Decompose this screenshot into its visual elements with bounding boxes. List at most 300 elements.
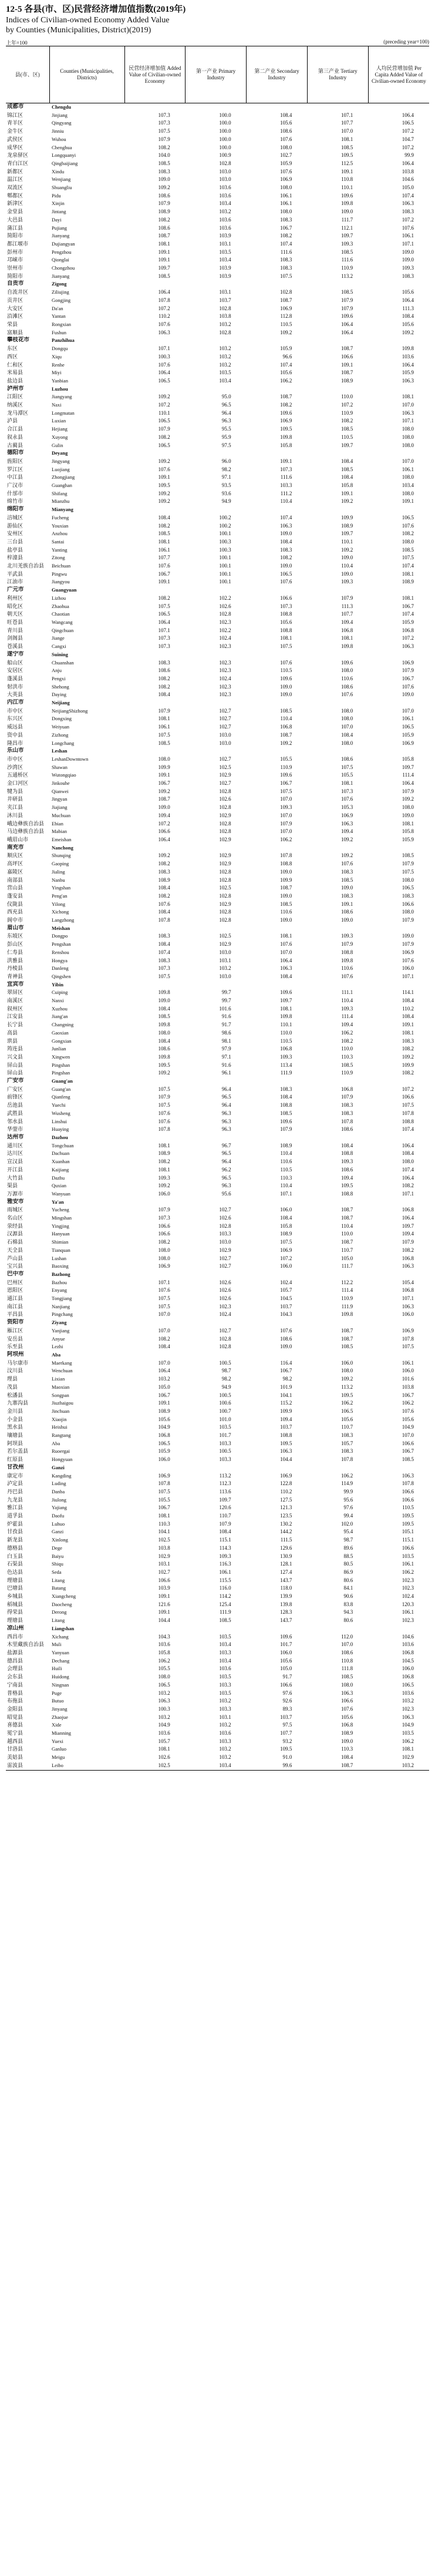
secondary-cell: 105.6 — [280, 120, 292, 126]
per-capita-cell: 103.4 — [402, 482, 414, 489]
per-capita-cell: 105.6 — [402, 321, 414, 327]
per-capita-cell — [368, 699, 429, 707]
tertiary-cell: 106.6 — [340, 1698, 353, 1704]
secondary-cell: 93.2 — [282, 1738, 292, 1744]
region-name-en: Longmatan — [52, 409, 75, 416]
tertiary-cell: 106.0 — [340, 1359, 353, 1366]
per-capita-cell: 109.5 — [402, 1520, 414, 1527]
region-name-cn: 隆昌市 — [7, 740, 23, 746]
added-value-cell: 106.6 — [158, 1577, 170, 1583]
primary-cell — [186, 586, 247, 595]
primary-cell: 101.0 — [219, 1416, 231, 1422]
primary-cell: 102.8 — [219, 1222, 231, 1229]
region-name-en: Chengdu — [52, 104, 72, 110]
secondary-cell: 122.8 — [280, 1480, 292, 1487]
tertiary-cell — [307, 1625, 368, 1633]
added-value-cell: 108.2 — [158, 892, 170, 899]
region-name-en: Bazhou — [52, 1279, 67, 1285]
region-name-en: Chuanshan — [52, 659, 74, 666]
region-name-en: Yanjiang — [52, 1327, 70, 1334]
primary-cell: 102.8 — [219, 1335, 231, 1342]
secondary-cell — [247, 337, 308, 345]
added-value-cell: 109.2 — [158, 1183, 170, 1189]
table-row — [6, 949, 429, 957]
primary-cell — [186, 385, 247, 394]
region-name-en: Xichong — [52, 909, 69, 915]
city-row — [6, 1077, 429, 1086]
table-row — [6, 723, 429, 731]
region-name-en: Dayi — [52, 216, 62, 223]
region-name-cn: 松潘县 — [7, 1392, 23, 1398]
region-name-en: Panzhihua — [52, 337, 75, 344]
table-row — [6, 804, 429, 812]
per-capita-cell: 103.8 — [402, 1383, 414, 1390]
table-row — [6, 1086, 429, 1094]
table-row — [6, 1584, 429, 1593]
added-value-cell: 107.9 — [158, 136, 170, 142]
tertiary-cell: 109.2 — [340, 546, 353, 553]
secondary-cell: 108.5 — [280, 901, 292, 907]
added-value-cell: 106.4 — [158, 1368, 170, 1374]
region-name-en: Huili — [52, 1665, 62, 1672]
per-capita-cell: 103.5 — [402, 1553, 414, 1559]
added-value-cell: 107.6 — [158, 1118, 170, 1124]
per-capita-cell: 105.0 — [402, 184, 414, 191]
secondary-cell: 109.2 — [280, 740, 292, 746]
secondary-cell: 108.1 — [280, 933, 292, 939]
primary-cell: 96.7 — [221, 1142, 231, 1148]
added-value-cell: 107.5 — [158, 1303, 170, 1309]
table-row — [6, 780, 429, 788]
per-capita-cell: 109.0 — [402, 812, 414, 818]
added-value-cell: 108.5 — [158, 740, 170, 746]
table-row — [6, 1222, 429, 1231]
table-row — [6, 1601, 429, 1609]
region-name-cn: 利州区 — [7, 595, 23, 601]
table-row — [6, 1230, 429, 1238]
secondary-cell — [247, 1464, 308, 1472]
secondary-cell: 110.6 — [280, 909, 292, 915]
tertiary-cell: 111.9 — [341, 1303, 353, 1309]
per-capita-cell: 106.5 — [402, 724, 414, 730]
added-value-cell: 106.4 — [158, 619, 170, 625]
table-row — [6, 634, 429, 643]
region-name-en: Pingshan — [52, 1070, 70, 1076]
table-row — [6, 1045, 429, 1053]
region-name-cn: 凉山州 — [7, 1625, 24, 1631]
secondary-cell: 109.3 — [280, 804, 292, 811]
tertiary-cell: 107.3 — [340, 788, 353, 794]
region-name-cn: 五通桥区 — [7, 772, 29, 778]
table-row — [6, 1062, 429, 1070]
table-title-en-line1: Indices of Civilian-owned Economy Added Value — [6, 16, 170, 25]
added-value-cell: 108.0 — [158, 1674, 170, 1680]
per-capita-cell: 107.9 — [402, 788, 414, 794]
per-capita-cell: 108.2 — [402, 1046, 414, 1052]
primary-cell: 107.9 — [219, 1520, 231, 1527]
per-capita-cell: 109.1 — [402, 498, 414, 505]
region-name-en: Guangyuan — [52, 587, 77, 593]
region-name-cn: 九寨沟县 — [7, 1400, 29, 1406]
title-block — [6, 0, 429, 35]
region-name-en: Jinkouhe — [52, 780, 70, 787]
tertiary-cell: 105.6 — [340, 1416, 353, 1422]
region-name-cn: 绵竹市 — [7, 498, 23, 505]
per-capita-cell: 108.0 — [402, 426, 414, 432]
primary-cell: 100.5 — [219, 1359, 231, 1366]
region-name-cn: 游仙区 — [7, 522, 23, 529]
primary-cell: 102.8 — [219, 305, 231, 311]
region-name-en: Hongya — [52, 957, 68, 963]
primary-cell: 116.0 — [219, 1585, 231, 1591]
added-value-cell: 109.8 — [158, 989, 170, 996]
tertiary-cell: 97.6 — [343, 1504, 353, 1511]
table-row — [6, 1029, 429, 1037]
primary-cell: 102.5 — [219, 933, 231, 939]
secondary-cell: 106.0 — [280, 1263, 292, 1269]
region-name-cn: 攀枝花市 — [7, 337, 30, 344]
per-capita-cell: 108.1 — [402, 394, 414, 400]
tertiary-cell — [307, 651, 368, 659]
region-name-cn: 市中区 — [7, 755, 23, 762]
primary-cell — [186, 103, 247, 112]
primary-cell: 103.2 — [219, 965, 231, 972]
region-name-cn: 巴塘县 — [7, 1585, 23, 1591]
table-row — [6, 1142, 429, 1150]
region-name-en: Dongqu — [52, 345, 68, 352]
region-name-cn: 若尔盖县 — [7, 1448, 29, 1455]
per-capita-cell: 109.4 — [402, 1231, 414, 1237]
region-name-en: Fushun — [52, 329, 67, 335]
region-name-en: Zhongjiang — [52, 474, 75, 481]
primary-cell — [186, 1625, 247, 1633]
table-row — [6, 256, 429, 264]
tertiary-cell: 107.6 — [340, 1705, 353, 1712]
tertiary-cell: 108.0 — [340, 740, 353, 746]
city-row — [6, 586, 429, 595]
secondary-cell: 106.9 — [280, 176, 292, 183]
added-value-cell: 107.5 — [158, 731, 170, 738]
secondary-cell: 108.0 — [280, 209, 292, 215]
added-value-cell: 108.2 — [158, 1158, 170, 1165]
secondary-cell: 108.3 — [280, 216, 292, 223]
region-name-en: Mabian — [52, 828, 67, 835]
added-value-cell: 103.2 — [158, 1376, 170, 1382]
primary-cell: 97.1 — [221, 474, 231, 481]
added-value-cell: 106.4 — [158, 289, 170, 295]
per-capita-cell — [368, 1077, 429, 1086]
tertiary-cell — [307, 981, 368, 989]
tertiary-cell: 107.2 — [340, 402, 353, 408]
tertiary-cell: 106.2 — [340, 1029, 353, 1036]
per-capita-cell: 108.1 — [402, 1746, 414, 1752]
added-value-cell: 108.9 — [158, 876, 170, 883]
primary-cell: 103.3 — [219, 1705, 231, 1712]
per-capita-cell: 106.4 — [402, 160, 414, 166]
tertiary-cell: 110.5 — [341, 434, 353, 440]
tertiary-cell: 108.9 — [340, 1730, 353, 1737]
region-name-cn: 屏山县 — [7, 1070, 23, 1076]
per-capita-cell — [368, 1198, 429, 1207]
added-value-cell: 107.6 — [158, 901, 170, 907]
table-row — [6, 1456, 429, 1464]
region-name-cn: 嘉陵区 — [7, 868, 23, 875]
region-name-en: Nanchong — [52, 844, 73, 851]
table-row — [6, 570, 429, 579]
region-name-en: Mianning — [52, 1730, 72, 1737]
primary-cell: 102.8 — [219, 909, 231, 915]
per-capita-cell: 106.4 — [402, 112, 414, 118]
region-name-cn: 昭化区 — [7, 603, 23, 609]
per-capita-cell: 106.0 — [402, 1368, 414, 1374]
region-name-en: Chenghua — [52, 144, 72, 150]
region-name-en: Jingyang — [52, 458, 70, 464]
table-row — [6, 1496, 429, 1504]
tertiary-cell: 107.8 — [340, 1456, 353, 1463]
added-value-cell — [124, 1351, 186, 1359]
region-name-en: Tongjiang — [52, 1295, 72, 1302]
primary-cell: 102.8 — [219, 788, 231, 794]
region-name-cn: 彭州市 — [7, 248, 23, 255]
added-value-cell: 106.6 — [158, 1231, 170, 1237]
added-value-cell: 107.1 — [158, 627, 170, 633]
per-capita-cell: 106.4 — [402, 1174, 414, 1181]
tertiary-cell: 108.6 — [340, 1126, 353, 1133]
region-name-cn: 剑阁县 — [7, 635, 23, 642]
region-name-en: Xuzhou — [52, 1005, 68, 1012]
secondary-cell: 110.5 — [280, 321, 292, 327]
table-row — [6, 1641, 429, 1649]
region-name-cn: 石渠县 — [7, 1561, 23, 1567]
region-name-cn: 东兴区 — [7, 716, 23, 722]
per-capita-cell: 102.3 — [402, 1585, 414, 1591]
secondary-cell: 108.1 — [280, 635, 292, 642]
region-name-en: Zigong — [52, 281, 67, 287]
secondary-cell: 109.5 — [280, 1440, 292, 1446]
primary-cell: 102.7 — [219, 1255, 231, 1261]
primary-cell: 120.6 — [219, 1504, 231, 1511]
table-row — [6, 715, 429, 723]
secondary-cell: 109.0 — [280, 892, 292, 899]
tertiary-cell: 106.2 — [340, 1400, 353, 1406]
per-capita-cell: 101.6 — [402, 1376, 414, 1382]
secondary-cell: 108.3 — [280, 546, 292, 553]
region-name-cn: 马尔康市 — [7, 1359, 29, 1366]
per-capita-cell: 106.8 — [402, 1674, 414, 1680]
added-value-cell: 108.4 — [158, 1005, 170, 1012]
primary-cell: 103.6 — [219, 184, 231, 191]
secondary-cell — [247, 651, 308, 659]
table-row — [6, 1608, 429, 1617]
added-value-cell — [124, 1271, 186, 1279]
primary-cell — [186, 651, 247, 659]
region-name-cn: 井研县 — [7, 796, 23, 802]
region-name-en: Liangshan — [52, 1625, 75, 1631]
primary-cell: 103.2 — [219, 1754, 231, 1761]
tertiary-cell: 105.7 — [340, 1440, 353, 1446]
added-value-cell: 106.5 — [158, 418, 170, 424]
secondary-cell: 105.0 — [280, 1665, 292, 1672]
added-value-cell: 108.1 — [158, 1746, 170, 1752]
added-value-cell: 109.1 — [158, 579, 170, 585]
table-row — [6, 248, 429, 257]
table-row — [6, 288, 429, 297]
added-value-cell: 109.2 — [158, 458, 170, 464]
table-row — [6, 401, 429, 409]
region-name-cn: 武胜县 — [7, 1110, 23, 1116]
table-row — [6, 965, 429, 973]
table-row — [6, 1037, 429, 1046]
primary-cell: 115.5 — [219, 1577, 231, 1583]
tertiary-cell: 110.8 — [341, 1657, 353, 1664]
region-name-en: Ya'an — [52, 1198, 64, 1205]
region-name-en: Santai — [52, 538, 65, 545]
region-name-en: Jinniu — [52, 128, 64, 135]
primary-cell: 103.2 — [219, 345, 231, 352]
added-value-cell: 109.1 — [158, 1400, 170, 1406]
table-row — [6, 393, 429, 401]
secondary-cell: 106.9 — [280, 418, 292, 424]
secondary-cell: 108.2 — [280, 402, 292, 408]
secondary-cell: 108.4 — [280, 1215, 292, 1221]
secondary-cell: 109.6 — [280, 1118, 292, 1124]
region-name-en: Wangcang — [52, 619, 73, 625]
region-name-cn: 雨城区 — [7, 1207, 23, 1213]
secondary-cell: 104.4 — [280, 1456, 292, 1463]
secondary-cell: 108.8 — [280, 1432, 292, 1439]
tertiary-cell: 107.1 — [340, 112, 353, 118]
region-name-cn: 甘洛县 — [7, 1746, 23, 1752]
region-name-en: Shimian — [52, 1239, 69, 1245]
table-row — [6, 1697, 429, 1705]
added-value-cell: 108.0 — [158, 1247, 170, 1253]
tertiary-cell: 107.5 — [340, 764, 353, 770]
primary-cell: 125.4 — [219, 1601, 231, 1607]
primary-cell: 102.2 — [219, 627, 231, 633]
primary-cell: 102.8 — [219, 329, 231, 335]
primary-cell: 98.6 — [221, 1029, 231, 1036]
region-name-en: Butuo — [52, 1698, 64, 1704]
primary-cell: 102.8 — [219, 917, 231, 923]
secondary-cell: 115.2 — [280, 1400, 292, 1406]
added-value-cell: 108.6 — [158, 192, 170, 199]
region-name-cn: 甘孜县 — [7, 1529, 23, 1535]
per-capita-cell: 106.5 — [402, 885, 414, 891]
added-value-cell: 102.6 — [158, 1754, 170, 1761]
region-name-cn: 东坡区 — [7, 933, 23, 939]
added-value-cell: 106.5 — [158, 377, 170, 384]
per-capita-cell: 104.6 — [402, 176, 414, 183]
table-row — [6, 530, 429, 538]
per-capita-cell: 108.0 — [402, 909, 414, 915]
added-value-cell — [124, 1198, 186, 1207]
secondary-cell — [247, 925, 308, 933]
per-capita-cell: 106.9 — [402, 1327, 414, 1334]
tertiary-cell: 108.1 — [340, 635, 353, 642]
primary-cell — [186, 337, 247, 345]
per-capita-cell: 106.8 — [402, 627, 414, 633]
added-value-cell: 103.2 — [158, 1714, 170, 1720]
region-name-en: Shunqing — [52, 852, 71, 859]
secondary-cell: 108.3 — [280, 1086, 292, 1092]
region-name-cn: 仁寿县 — [7, 949, 23, 955]
added-value-cell: 108.4 — [158, 1344, 170, 1350]
primary-cell: 103.6 — [219, 1730, 231, 1737]
primary-cell: 102.9 — [219, 852, 231, 859]
per-capita-cell: 107.1 — [402, 1190, 414, 1197]
per-capita-cell: 107.2 — [402, 1086, 414, 1092]
region-name-cn: 顺庆区 — [7, 852, 23, 859]
table-row — [6, 466, 429, 474]
added-value-cell — [124, 1319, 186, 1327]
table-row — [6, 192, 429, 200]
table-row — [6, 1553, 429, 1561]
region-name-en: Ebian — [52, 820, 63, 827]
added-value-cell — [124, 103, 186, 112]
primary-cell: 100.6 — [219, 1400, 231, 1406]
added-value-cell: 108.2 — [158, 861, 170, 867]
primary-cell: 109.3 — [219, 1553, 231, 1559]
per-capita-cell: 109.0 — [402, 691, 414, 698]
table-row — [6, 240, 429, 248]
primary-cell: 103.3 — [219, 1456, 231, 1463]
primary-cell: 94.9 — [221, 498, 231, 505]
added-value-cell: 108.1 — [158, 716, 170, 722]
primary-cell: 103.5 — [219, 1424, 231, 1430]
city-row — [6, 385, 429, 394]
added-value-cell: 108.2 — [158, 1239, 170, 1245]
city-row — [6, 103, 429, 112]
region-name-cn: 自流井区 — [7, 289, 29, 295]
tertiary-cell: 109.2 — [340, 852, 353, 859]
header-region-cn: 县(市、区) — [6, 46, 49, 103]
tertiary-cell: 108.4 — [340, 1142, 353, 1148]
tertiary-cell: 105.8 — [340, 482, 353, 489]
tertiary-cell: 108.6 — [340, 755, 353, 762]
added-value-cell: 104.4 — [158, 1617, 170, 1624]
region-name-cn: 喜德县 — [7, 1722, 23, 1728]
region-name-en: Anzhou — [52, 530, 68, 537]
added-value-cell — [124, 747, 186, 755]
added-value-cell: 102.5 — [158, 1537, 170, 1543]
region-name-cn: 茂县 — [7, 1383, 18, 1390]
table-row — [6, 627, 429, 635]
region-name-cn: 丹棱县 — [7, 965, 23, 972]
per-capita-cell: 106.6 — [402, 1094, 414, 1100]
tertiary-cell: 114.9 — [341, 1480, 353, 1487]
tertiary-cell: 110.3 — [341, 1053, 353, 1060]
primary-cell: 103.0 — [219, 973, 231, 979]
tertiary-cell: 108.7 — [307, 1762, 368, 1770]
added-value-cell: 107.6 — [158, 563, 170, 569]
tertiary-cell: 107.7 — [340, 611, 353, 617]
primary-cell: 97.5 — [221, 442, 231, 448]
table-row — [6, 1705, 429, 1714]
region-name-cn: 筠连县 — [7, 1046, 23, 1052]
region-name-cn: 大安区 — [7, 305, 23, 311]
per-capita-cell: 106.3 — [402, 409, 414, 416]
primary-cell: 97.1 — [221, 1053, 231, 1060]
secondary-cell: 109.9 — [280, 1408, 292, 1414]
table-row — [6, 1721, 429, 1729]
tertiary-cell: 110.0 — [341, 1046, 353, 1052]
region-name-en: Mingshan — [52, 1215, 72, 1221]
per-capita-cell: 103.6 — [402, 353, 414, 360]
tertiary-cell: 113.2 — [341, 1383, 353, 1390]
added-value-cell: 107.6 — [158, 1287, 170, 1294]
region-name-cn: 锦江区 — [7, 112, 23, 118]
added-value-cell: 108.6 — [158, 1046, 170, 1052]
